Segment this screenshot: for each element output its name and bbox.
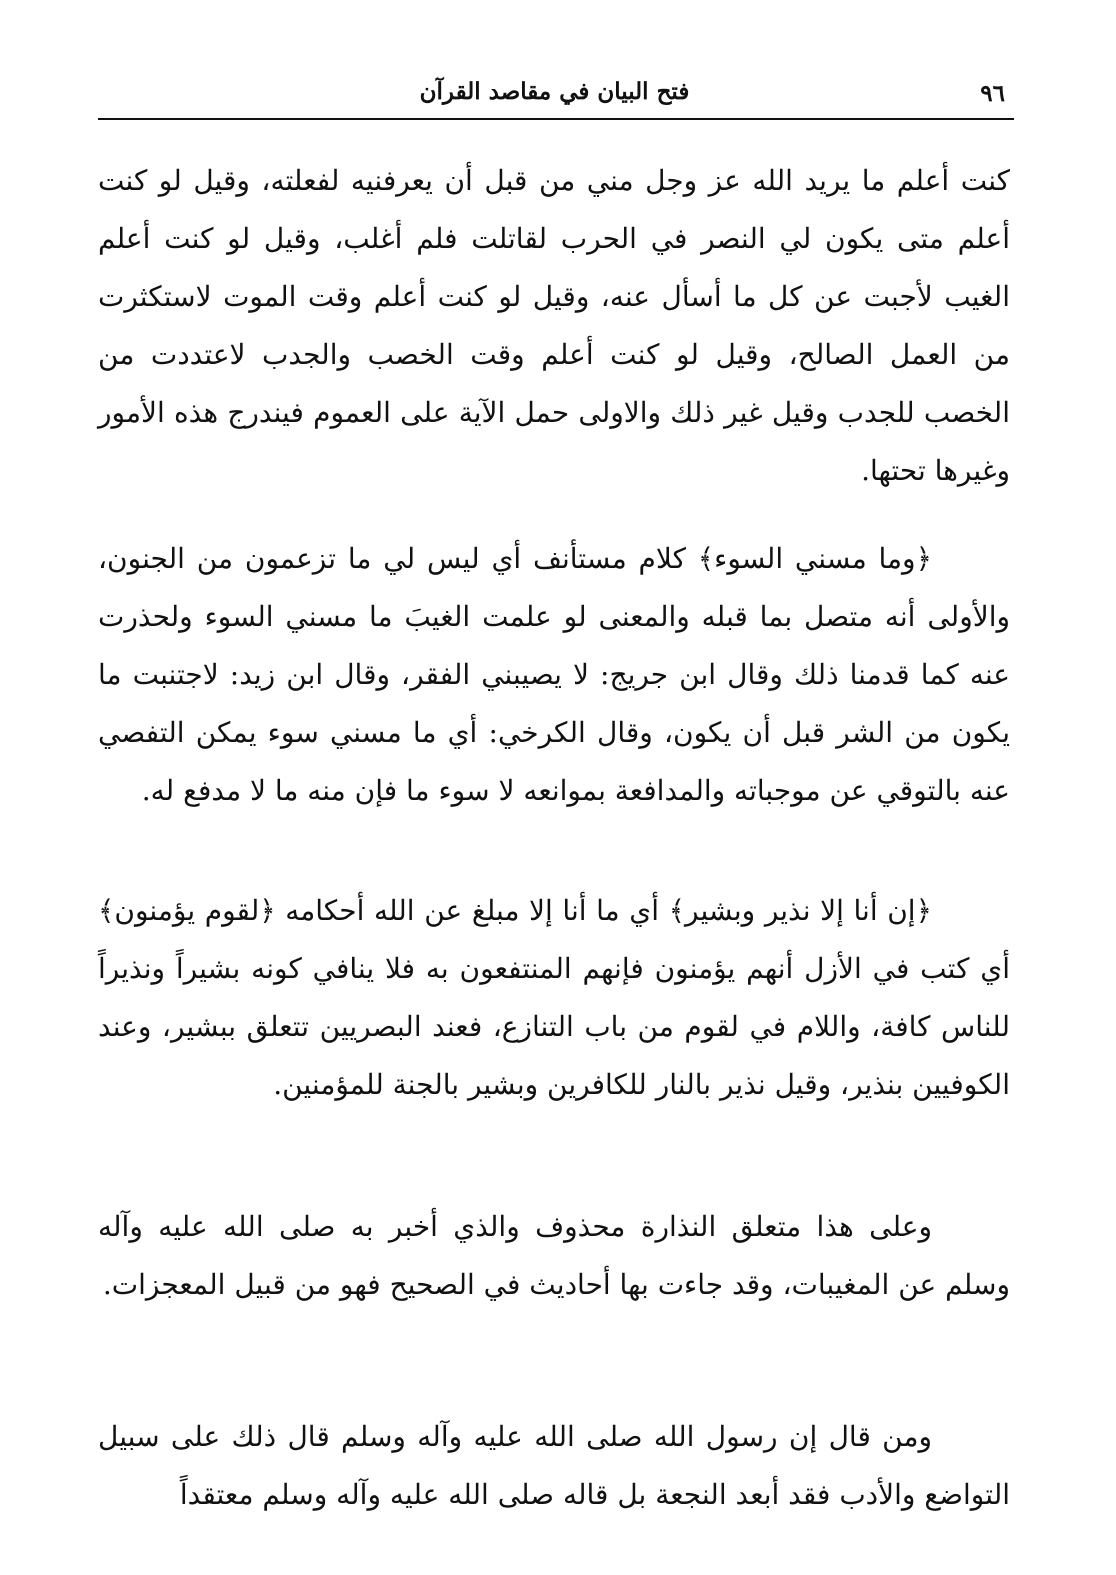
header-divider xyxy=(98,118,1014,120)
paragraph-verse-commentary: ﴿وما مسني السوء﴾ كلام مستأنف أي ليس لي ما تزعمون من الجنون، والأولى أنه متصل بما قبله والمعنى لو علمت الغيبَ ما مسني السوء ولحذرت عنه كما قدمنا ذلك وقال ابن جريج: لا يصيبني الفقر، وقال ابن زيد: لاجتنبت ما يكون من الشر قبل أن يكون، وقال الكرخي: أي ما مسني سوء يمكن التفصي عنه بالتوقي عن موجباته والمدافعة بموانعه لا سوء ما فإن منه ما لا مدفع له. xyxy=(98,542,1010,807)
paragraph-continuation: كنت أعلم ما يريد الله عز وجل مني من قبل أن يعرفنيه لفعلته، وقيل لو كنت أعلم متى يكون لي النصر في الحرب لقاتلت فلم أغلب، وقيل لو كنت أعلم الغيب لأجبت عن كل ما أسأل عنه، وقيل لو كنت أعلم وقت الموت لاستكثرت من العمل الصالح، وقيل لو كنت أعلم وقت الخصب والجدب لاعتددت من الخصب للجدب وقيل غير ذلك والاولى حمل الآية على العموم فيندرج هذه الأمور وغيرها تحتها. xyxy=(98,164,1010,487)
paragraph-verse-commentary: ﴿إن أنا إلا نذير وبشير﴾ أي ما أنا إلا مبلغ عن الله أحكامه ﴿لقوم يؤمنون﴾ أي كتب في الأزل أنهم يؤمنون فإنهم المنتفعون به فلا ينافي كونه بشيراً ونذيراً للناس كافة، واللام في لقوم من باب التنازع، فعند البصريين تتعلق ببشير، وعند الكوفيين بنذير، وقيل نذير بالنار للكافرين وبشير بالجنة للمؤمنين. xyxy=(98,894,1010,1101)
paragraph-text: وعلى هذا متعلق النذارة محذوف والذي أخبر به صلى الله عليه وآله وسلم عن المغيبات، وقد جاءت بها أحاديث في الصحيح فهو من قبيل المعجزات. xyxy=(98,1210,1010,1301)
book-title: فتح البيان في مقاصد القرآن xyxy=(419,78,690,105)
paragraph-text: ومن قال إن رسول الله صلى الله عليه وآله وسلم قال ذلك على سبيل التواضع والأدب فقد أبعد النجعة بل قاله صلى الله عليه وآله وسلم معتقداً xyxy=(98,1420,1010,1511)
page-number: ٩٦ xyxy=(980,80,1005,107)
running-header xyxy=(98,72,1011,112)
